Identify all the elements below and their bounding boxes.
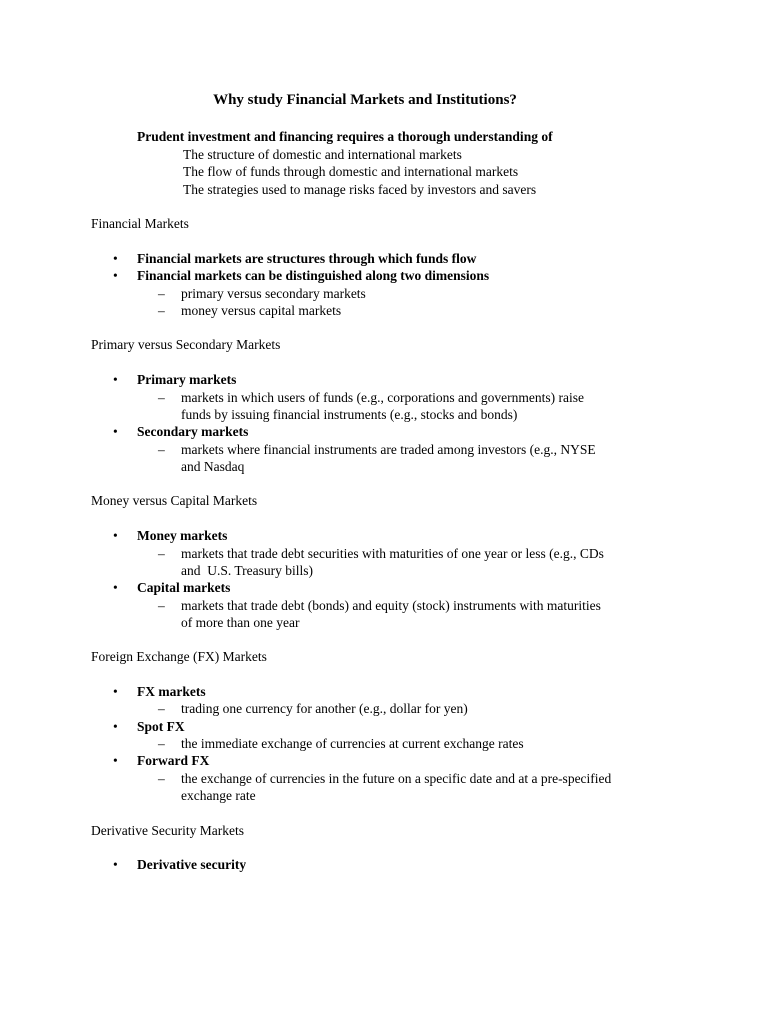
bullet-point: • bbox=[113, 268, 118, 283]
bullet-point: • bbox=[113, 580, 118, 595]
sub-item: markets in which users of funds (e.g., corporations and governments) raise bbox=[181, 390, 585, 405]
sub-item: markets where financial instruments are traded among investors (e.g., NYSE bbox=[181, 442, 596, 457]
sub-item: the immediate exchange of currencies at current exchange rates bbox=[181, 736, 524, 751]
dash-marker: – bbox=[158, 442, 165, 457]
intro-line: The structure of domestic and international markets bbox=[183, 147, 462, 162]
sub-item: money versus capital markets bbox=[181, 303, 342, 318]
section-heading: Foreign Exchange (FX) Markets bbox=[91, 649, 267, 664]
bullet-point: • bbox=[113, 719, 118, 734]
sub-item: the exchange of currencies in the future on a specific date and at a pre-specified bbox=[181, 771, 612, 786]
sub-item: markets that trade debt securities with maturities of one year or less (e.g., CDs bbox=[181, 546, 604, 561]
dash-marker: – bbox=[158, 598, 165, 613]
dash-marker: – bbox=[158, 771, 165, 786]
dash-marker: – bbox=[158, 286, 165, 301]
sub-item-continuation: funds by issuing financial instruments (e.g., stocks and bonds) bbox=[181, 407, 518, 422]
dash-marker: – bbox=[158, 701, 165, 716]
bullet-text: Forward FX bbox=[137, 753, 210, 768]
section-heading: Financial Markets bbox=[91, 216, 189, 231]
bullet-text: Financial markets are structures through which funds flow bbox=[137, 251, 477, 266]
section-heading: Derivative Security Markets bbox=[91, 823, 244, 838]
bullet-point: • bbox=[113, 753, 118, 768]
bullet-point: • bbox=[113, 424, 118, 439]
sub-item-continuation: and U.S. Treasury bills) bbox=[181, 563, 314, 578]
bullet-text: FX markets bbox=[137, 684, 206, 699]
intro-lead: Prudent investment and financing requires a thorough understanding of bbox=[137, 129, 553, 144]
sub-item: primary versus secondary markets bbox=[181, 286, 366, 301]
bullet-point: • bbox=[113, 528, 118, 543]
bullet-text: Spot FX bbox=[137, 719, 185, 734]
bullet-text: Derivative security bbox=[137, 857, 247, 872]
dash-marker: – bbox=[158, 736, 165, 751]
sub-item: trading one currency for another (e.g., dollar for yen) bbox=[181, 701, 468, 716]
dash-marker: – bbox=[158, 390, 165, 405]
bullet-text: Primary markets bbox=[137, 372, 237, 387]
bullet-point: • bbox=[113, 857, 118, 872]
bullet-point: • bbox=[113, 372, 118, 387]
bullet-text: Capital markets bbox=[137, 580, 231, 595]
bullet-text: Financial markets can be distinguished along two dimensions bbox=[137, 268, 490, 283]
page-title: Why study Financial Markets and Institutions? bbox=[213, 92, 517, 108]
bullet-text: Money markets bbox=[137, 528, 228, 543]
bullet-text: Secondary markets bbox=[137, 424, 249, 439]
section-heading: Primary versus Secondary Markets bbox=[91, 337, 281, 352]
section-heading: Money versus Capital Markets bbox=[91, 493, 258, 508]
intro-line: The flow of funds through domestic and international markets bbox=[183, 164, 519, 179]
sub-item-continuation: and Nasdaq bbox=[181, 459, 245, 474]
sub-item-continuation: of more than one year bbox=[181, 615, 300, 630]
dash-marker: – bbox=[158, 303, 165, 318]
sub-item-continuation: exchange rate bbox=[181, 788, 256, 803]
bullet-point: • bbox=[113, 251, 118, 266]
bullet-point: • bbox=[113, 684, 118, 699]
intro-line: The strategies used to manage risks faced by investors and savers bbox=[183, 182, 537, 197]
dash-marker: – bbox=[158, 546, 165, 561]
sub-item: markets that trade debt (bonds) and equity (stock) instruments with maturities bbox=[181, 598, 601, 613]
